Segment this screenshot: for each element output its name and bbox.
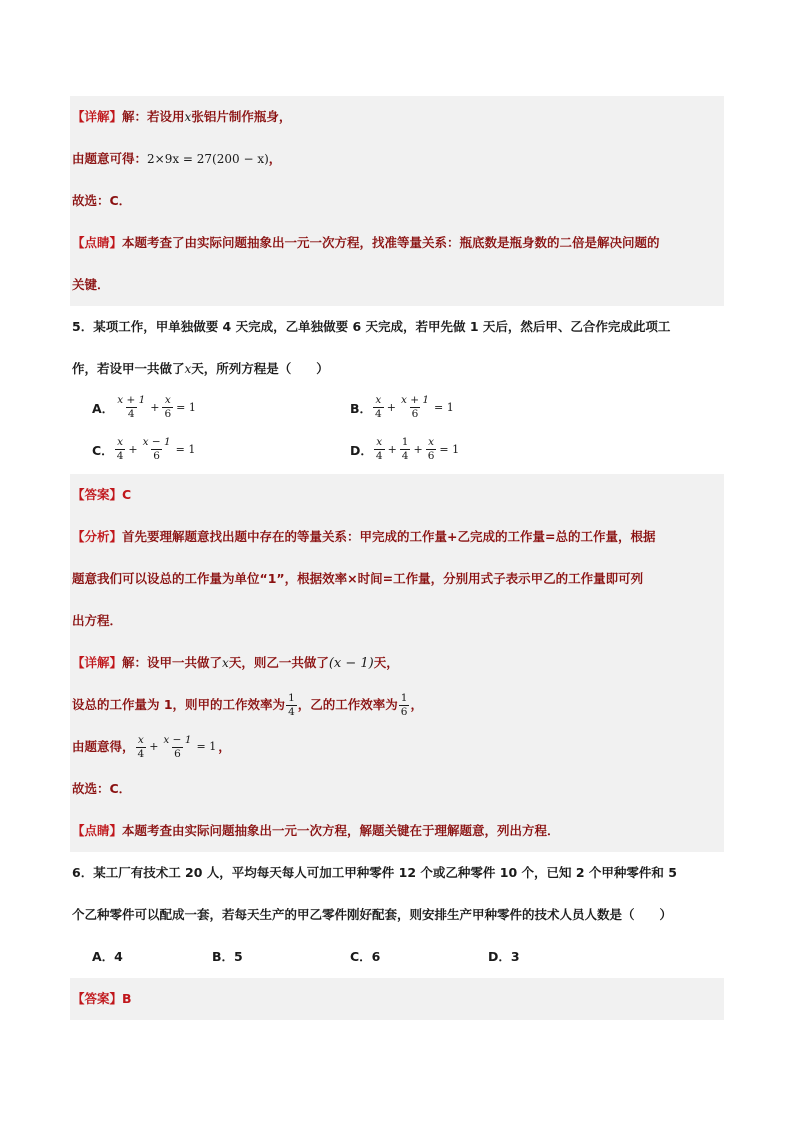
analysis-tag: 【分析】 (72, 529, 123, 544)
analysis-line-1: 【分析】首先要理解题意找出题中存在的等量关系：甲完成的工作量+乙完成的工作量=总的工作量，根据 (72, 529, 656, 544)
analysis-line-3: 出方程． (72, 613, 123, 628)
question-5-options (70, 390, 724, 474)
solution-block-prev (70, 96, 724, 306)
option-d: D．3 (488, 949, 520, 964)
option-c: C．6 (350, 949, 381, 964)
solution-block-q5 (70, 474, 724, 852)
equation: 2×9x = 27(200 − x) (147, 152, 269, 166)
option-b: B． $\frac{x}{4}$ + $\frac{x + 1}{6}$ = 1 (350, 394, 454, 420)
comment-line: 【点睛】本题考查由实际问题抽象出一元一次方程，解题关键在于理解题意，列出方程． (72, 823, 560, 838)
question-6-line-1: 6．某工厂有技术工 20 人，平均每天每人可加工甲种零件 12 个或乙种零件 10 个，已知 2 个甲种零件和 5 (72, 865, 677, 880)
answer-tag: 【答案】 (72, 487, 123, 502)
document-page (70, 96, 724, 1020)
equation-line: 由题意可得：2×9x = 27(200 − x)， (72, 151, 282, 166)
option-d: D． $\frac{x}{4}$ + $\frac{1}{4}$ + $\frac{x}{6}$ = 1 (350, 436, 460, 462)
answer-line (72, 978, 724, 1020)
comment-tag: 【点睛】 (72, 823, 123, 838)
option-a: A．4 (92, 949, 123, 964)
detail-tag: 【详解】 (72, 655, 123, 670)
detail-line-1: 【详解】解：设甲一共做了x天，则乙一共做了(x − 1)天， (72, 655, 399, 671)
comment-line-2: 关键． (72, 277, 110, 292)
answer-line (72, 474, 724, 516)
choose-line: 故选：C． (72, 193, 132, 208)
comment-line-1: 【点睛】本题考查了由实际问题抽象出一元一次方程，找准等量关系：瓶底数是瓶身数的二倍是解决问题的 (72, 235, 660, 250)
answer-value: B (122, 991, 132, 1006)
analysis-line-2: 题意我们可以设总的工作量为单位“1”，根据效率×时间=工作量，分别用式子表示甲乙的工作量即可列 (72, 571, 644, 586)
detail-line-3: 由题意得， $\frac{x}{4}$ + $\frac{x - 1}{6}$ = 1 ， (72, 733, 231, 760)
question-5-line-2: 作，若设甲一共做了x天，所列方程是（ ） (72, 361, 329, 376)
detail-line-2: 设总的工作量为 1，则甲的工作效率为 $\frac{1}{4}$ ，乙的工作效率为 $\frac{1}{6}$ ， (72, 691, 423, 718)
solution-block-q6 (70, 978, 724, 1020)
option-b: B．5 (212, 949, 243, 964)
answer-value: C (122, 487, 132, 502)
detail-line: 【详解】解：若设用x张铝片制作瓶身， (72, 109, 292, 124)
option-a: A． $\frac{x + 1}{4}$ + $\frac{x}{6}$ = 1 (92, 394, 196, 420)
question-6-line-2: 个乙种零件可以配成一套，若每天生产的甲乙零件刚好配套，则安排生产甲种零件的技术人员人数是（ ） (72, 907, 673, 922)
comment-tag: 【点睛】 (72, 235, 123, 250)
choose-line: 故选：C． (72, 781, 132, 796)
question-6-options (70, 936, 724, 978)
detail-tag: 【详解】 (72, 109, 123, 124)
option-c: C． $\frac{x}{4}$ + $\frac{x - 1}{6}$ = 1 (92, 436, 196, 462)
question-5-line-1: 5．某项工作，甲单独做要 4 天完成，乙单独做要 6 天完成，若甲先做 1 天后，然后甲、乙合作完成此项工 (72, 319, 671, 334)
answer-tag: 【答案】 (72, 991, 123, 1006)
